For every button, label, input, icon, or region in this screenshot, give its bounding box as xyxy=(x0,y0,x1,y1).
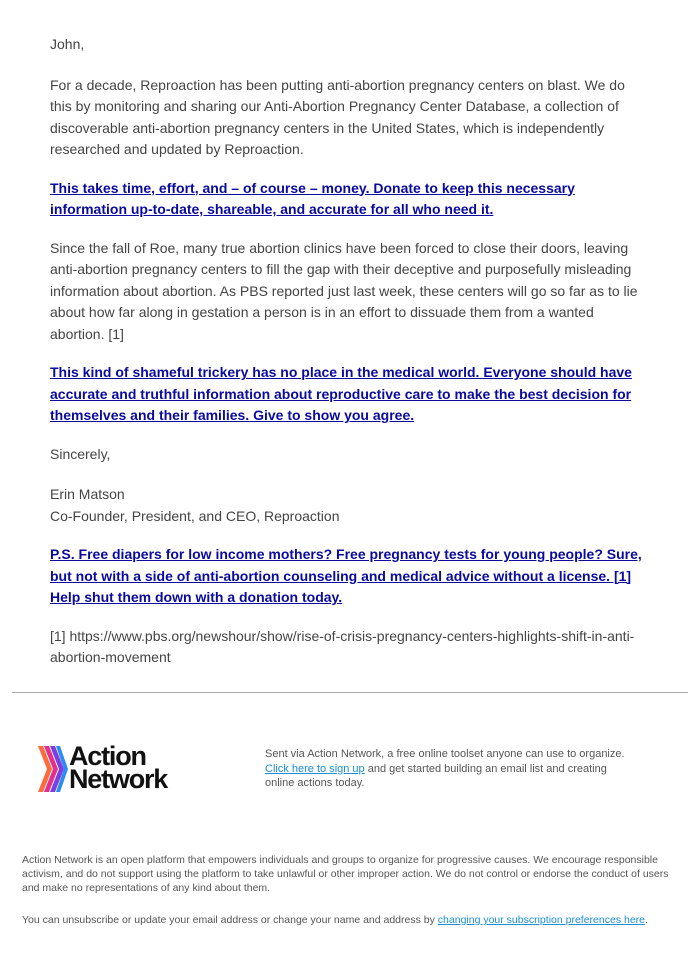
action-network-logo xyxy=(38,743,198,795)
unsubscribe-end: . xyxy=(645,914,648,926)
unsubscribe-text: You can unsubscribe or update your email address or change your name and address by xyxy=(22,914,438,926)
signature xyxy=(50,484,650,527)
signoff: Sincerely, xyxy=(50,445,111,462)
footnote: [1] https://www.pbs.org/newshour/show/rise-of-crisis-pregnancy-centers-highlights-shift-in-anti-abortion-movement xyxy=(50,627,635,665)
greeting: John, xyxy=(50,36,85,52)
sign-up-link[interactable]: Click here to sign up xyxy=(265,762,365,775)
logo-chevrons-icon xyxy=(38,746,68,792)
logo-text-network: Network xyxy=(69,764,168,794)
sent-via-text: Sent via Action Network, a free online toolset anyone can use to organize. xyxy=(265,748,625,760)
signature-title: Co-Founder, President, and CEO, Reproaction xyxy=(50,507,340,524)
disclaimer: Action Network is an open platform that empowers individuals and groups to organize for progressive causes. We encourage responsible activism, and do not support using the platform to take unlawful or other improper action. We do not control or endorse the conduct of users and make no representations of any kind about them. xyxy=(22,854,669,894)
subscription-preferences-link[interactable]: changing your subscription preferences here xyxy=(437,914,646,926)
sent-via-notice xyxy=(265,747,635,791)
intro-paragraph: For a decade, Reproaction has been putting anti-abortion pregnancy centers on blast. We do this by monitoring and sharing our Anti-Abortion Pregnancy Center Database, a collection of discoverable anti-abortion pregnancy centers in the United States, which is independently researched and updated by Reproaction. xyxy=(50,76,625,157)
donate-link-database[interactable]: This takes time, effort, and – of course – money. Donate to keep this necessary information up-to-date, shareable, and accurate for all who need it. xyxy=(50,179,575,217)
footer-divider xyxy=(12,692,688,693)
ps-donate-link[interactable]: P.S. Free diapers for low income mothers? Free pregnancy tests for young people? Sure, but not with a side of anti-abortion counseling and medical advice without a license. [1] Help shut them down with a donation today. xyxy=(50,546,642,605)
email-body xyxy=(50,34,650,669)
unsubscribe-notice xyxy=(22,913,692,927)
sign-up-rest: and get started building an email list and creating online actions today. xyxy=(265,762,607,789)
logo-text-action: Action xyxy=(69,741,146,771)
donate-link-give[interactable]: This kind of shameful trickery has no place in the medical world. Everyone should have accurate and truthful information about reproductive care to make the best decision for themselves and their families. Give to show you agree. xyxy=(50,364,632,423)
signature-name: Erin Matson xyxy=(50,486,125,502)
roe-paragraph: Since the fall of Roe, many true abortion clinics have been forced to close their doors, leaving anti-abortion pregnancy centers to fill the gap with their deceptive and purposefully misleading information about abortion. As PBS reported just last week, these centers will go so far as to lie about how far along in gestation a person is in an effort to dissuade them from a wanted abortion. [1] xyxy=(50,239,638,342)
